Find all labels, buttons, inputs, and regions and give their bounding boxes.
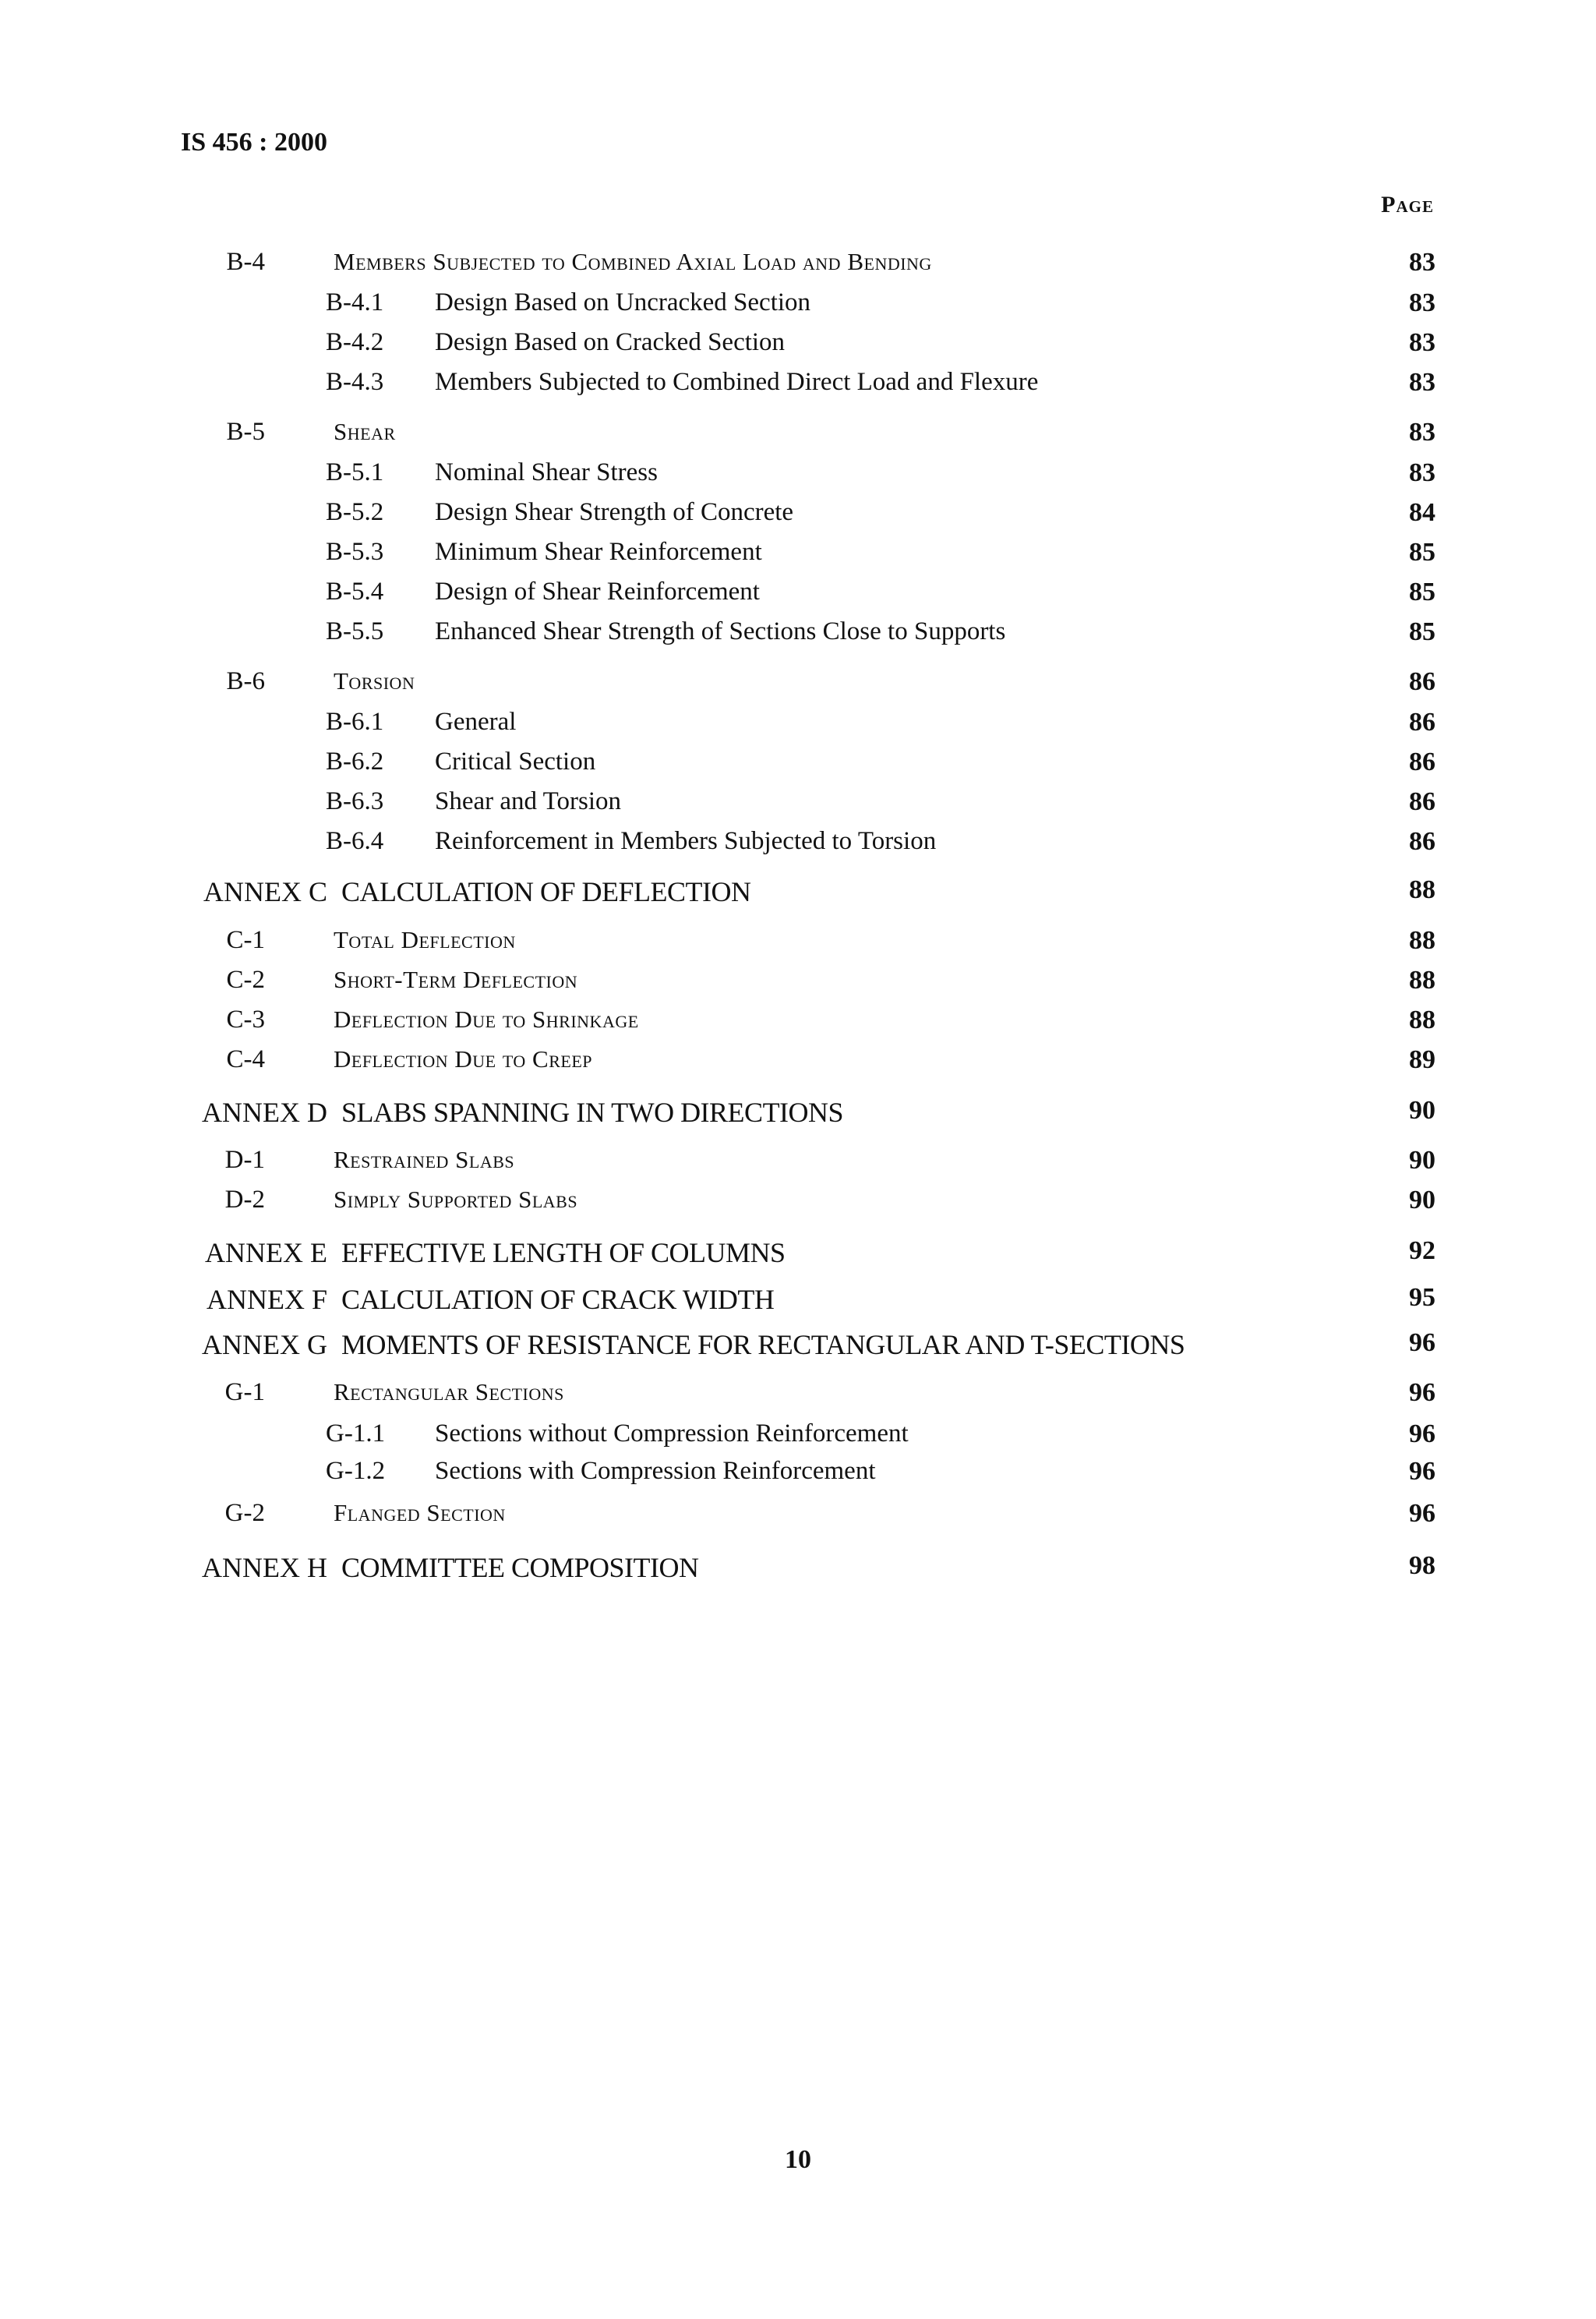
toc-entry-title: Nominal Shear Stress xyxy=(435,458,658,486)
toc-entry-page: 86 xyxy=(1409,787,1435,816)
toc-entry-code: B-6.4 xyxy=(326,827,384,855)
toc-entry-title: Restrained Slabs xyxy=(334,1146,515,1173)
toc-entry-page: 84 xyxy=(1409,498,1435,527)
toc-entry-code: B-6.3 xyxy=(326,787,384,815)
toc-entry-page: 88 xyxy=(1409,966,1435,995)
toc-entry-page: 89 xyxy=(1409,1045,1435,1074)
toc-entry-code: ANNEX G xyxy=(202,1329,327,1360)
toc-entry-code: G-2 xyxy=(224,1499,265,1527)
toc-entry-page: 95 xyxy=(1409,1283,1435,1312)
toc-entry-page: 83 xyxy=(1409,248,1435,277)
toc-entry-title: Members Subjected to Combined Direct Load and Flexure xyxy=(435,368,1039,396)
toc-entry-code: C-3 xyxy=(226,1006,265,1034)
toc-entry-page: 88 xyxy=(1409,875,1435,904)
toc-entry-page: 90 xyxy=(1409,1146,1435,1175)
toc-entry-title: Shear and Torsion xyxy=(435,787,622,815)
toc-entry-code: B-4.2 xyxy=(326,328,384,356)
toc-entry-page: 88 xyxy=(1409,926,1435,955)
toc-entry-title: Deflection Due to Creep xyxy=(334,1045,593,1073)
toc-entry-page: 86 xyxy=(1409,667,1435,696)
toc-entry-page: 96 xyxy=(1409,1457,1435,1486)
toc-entry-code: ANNEX D xyxy=(202,1097,327,1128)
toc-entry-title: Deflection Due to Shrinkage xyxy=(334,1006,639,1033)
toc-entry-title: CALCULATION OF CRACK WIDTH xyxy=(341,1284,775,1315)
toc-entry-title: Design Based on Uncracked Section xyxy=(435,288,811,316)
toc-entry-code: B-4.1 xyxy=(326,288,384,316)
toc-entry-title: MOMENTS OF RESISTANCE FOR RECTANGULAR AND T-SECTIONS xyxy=(341,1329,1185,1360)
toc-entry-title: Minimum Shear Reinforcement xyxy=(435,538,762,566)
toc-entry-page: 90 xyxy=(1409,1186,1435,1214)
toc-entry-title: Simply Supported Slabs xyxy=(334,1186,578,1213)
toc-entry-page: 85 xyxy=(1409,578,1435,606)
toc-entry-code: B-4 xyxy=(226,248,265,276)
toc-entry-title: CALCULATION OF DEFLECTION xyxy=(341,876,751,907)
toc-entry-code: ANNEX H xyxy=(202,1552,327,1583)
toc-entry-code: G-1 xyxy=(224,1378,265,1406)
standard-header: IS 456 : 2000 xyxy=(181,128,327,157)
toc-entry-title: SLABS SPANNING IN TWO DIRECTIONS xyxy=(341,1097,844,1128)
toc-entry-code: ANNEX E xyxy=(205,1237,327,1268)
toc-entry-title: Reinforcement in Members Subjected to Torsion xyxy=(435,827,937,855)
toc-entry-code: B-5.1 xyxy=(326,458,384,486)
toc-entry-title: Members Subjected to Combined Axial Load and Bending xyxy=(334,248,932,275)
toc-entry-title: Sections without Compression Reinforcement xyxy=(435,1419,909,1448)
toc-entry-page: 86 xyxy=(1409,748,1435,776)
toc-entry-code: D-1 xyxy=(224,1146,265,1174)
toc-entry-page: 96 xyxy=(1409,1378,1435,1407)
toc-entry-code: D-2 xyxy=(224,1186,265,1214)
toc-entry-title: Total Deflection xyxy=(334,926,516,953)
toc-entry-page: 85 xyxy=(1409,538,1435,567)
toc-entry-code: B-6.1 xyxy=(326,708,384,736)
toc-entry-title: Torsion xyxy=(334,667,415,695)
toc-entry-title: Sections with Compression Reinforcement xyxy=(435,1457,876,1485)
toc-entry-code: ANNEX C xyxy=(203,876,327,907)
toc-entry-code: B-5 xyxy=(226,418,265,446)
toc-entry-code: C-4 xyxy=(226,1045,265,1073)
toc-entry-title: Design Shear Strength of Concrete xyxy=(435,498,794,526)
toc-entry-page: 98 xyxy=(1409,1551,1435,1580)
toc-entry-code: B-5.2 xyxy=(326,498,384,526)
toc-entry-code: B-5.5 xyxy=(326,617,384,645)
toc-entry-code: B-6.2 xyxy=(326,748,384,776)
toc-entry-code: G-1.1 xyxy=(326,1419,386,1448)
page-column-label: Page xyxy=(1381,192,1434,217)
toc-entry-title: Rectangular Sections xyxy=(334,1378,564,1405)
toc-entry-title: COMMITTEE COMPOSITION xyxy=(341,1552,699,1583)
toc-entry-code: B-6 xyxy=(226,667,265,695)
toc-entry-title: Shear xyxy=(334,418,396,445)
toc-entry-page: 83 xyxy=(1409,368,1435,397)
toc-entry-title: Design of Shear Reinforcement xyxy=(435,578,760,606)
toc-entry-code: C-2 xyxy=(226,966,265,994)
toc-entry-code: ANNEX F xyxy=(206,1284,327,1315)
toc-entry-code: G-1.2 xyxy=(326,1457,386,1485)
toc-entry-page: 90 xyxy=(1409,1096,1435,1125)
toc-entry-title: Design Based on Cracked Section xyxy=(435,328,786,356)
toc-entry-title: Critical Section xyxy=(435,748,596,776)
toc-entry-page: 83 xyxy=(1409,418,1435,447)
toc-entry-title: EFFECTIVE LENGTH OF COLUMNS xyxy=(341,1237,786,1268)
page-number: 10 xyxy=(785,2145,811,2174)
toc-entry-page: 96 xyxy=(1409,1419,1435,1448)
toc-entry-code: C-1 xyxy=(226,926,265,954)
toc-entry-title: General xyxy=(435,708,517,736)
toc-entry-title: Enhanced Shear Strength of Sections Close to Supports xyxy=(435,617,1006,645)
toc-entry-page: 83 xyxy=(1409,288,1435,317)
toc-entry-page: 92 xyxy=(1409,1236,1435,1265)
toc-entry-page: 88 xyxy=(1409,1006,1435,1034)
toc-entry-code: B-5.3 xyxy=(326,538,384,566)
toc-entry-page: 96 xyxy=(1409,1499,1435,1528)
toc-entry-page: 96 xyxy=(1409,1328,1435,1357)
toc-entry-code: B-4.3 xyxy=(326,368,384,396)
toc-entry-page: 86 xyxy=(1409,827,1435,856)
toc-entry-page: 83 xyxy=(1409,458,1435,487)
toc-entry-page: 86 xyxy=(1409,708,1435,737)
toc-entry-code: B-5.4 xyxy=(326,578,384,606)
toc-entry-page: 85 xyxy=(1409,617,1435,646)
toc-entry-page: 83 xyxy=(1409,328,1435,357)
toc-entry-title: Flanged Section xyxy=(334,1499,506,1526)
toc-entry-title: Short-Term Deflection xyxy=(334,966,578,993)
